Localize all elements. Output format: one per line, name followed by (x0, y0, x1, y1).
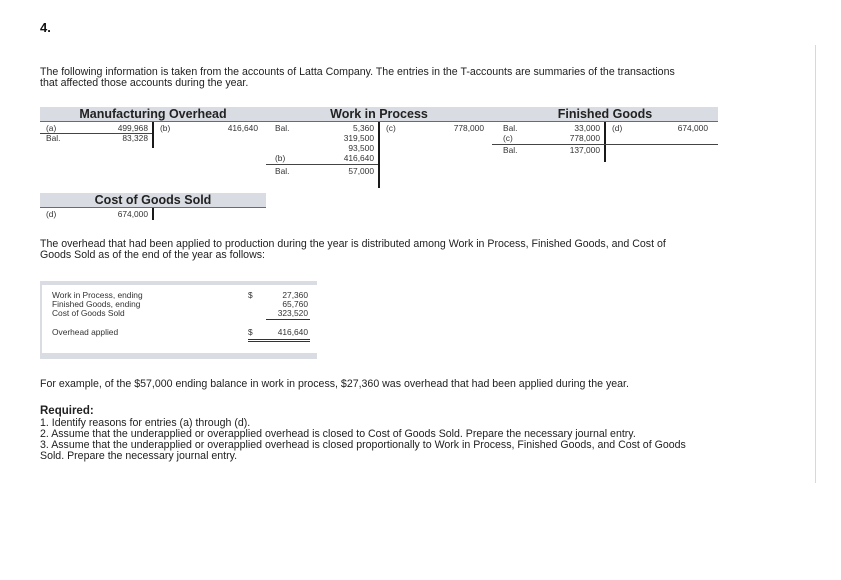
table-left-edge (40, 281, 42, 359)
debit-amount: 83,328 (122, 133, 148, 143)
debit-label: (a) (46, 123, 57, 133)
required-item: 3. Assume that the underapplied or overapplied overhead is closed proportionally to Work in Process, Finished Goods, and Cost of Goods (40, 439, 686, 451)
t-account-title: Manufacturing Overhead (40, 107, 266, 121)
distribution-total-dollar: $ (248, 327, 253, 337)
distribution-row-label: Work in Process, ending (52, 290, 143, 300)
t-account-manufacturing-overhead (40, 107, 266, 122)
debit-amount: 416,640 (343, 153, 374, 163)
total-rule (266, 319, 310, 320)
debit-amount: 778,000 (569, 133, 600, 143)
debit-label: (b) (275, 153, 286, 163)
distribution-total-label: Overhead applied (52, 327, 119, 337)
debit-label: (c) (503, 133, 513, 143)
t-account-divider (152, 122, 154, 148)
t-account-cost-of-goods-sold (40, 193, 266, 208)
distribution-total-amount: 416,640 (277, 327, 308, 337)
debit-label: Bal. (275, 166, 290, 176)
required-section (40, 405, 810, 462)
t-account-title: Finished Goods (492, 107, 718, 121)
debit-amount: 5,360 (353, 123, 374, 133)
required-item: 1. Identify reasons for entries (a) through (d). (40, 417, 251, 429)
t-account-title: Cost of Goods Sold (40, 193, 266, 207)
intro-line-2: that affected those accounts during the year. (40, 77, 249, 89)
overhead-line-2: Goods Sold as of the end of the year as follows: (40, 249, 265, 261)
double-rule-2 (248, 341, 310, 342)
debit-label: Bal. (46, 133, 61, 143)
debit-amount: 499,968 (117, 123, 148, 133)
debit-amount: 319,500 (343, 133, 374, 143)
distribution-row-label: Finished Goods, ending (52, 299, 141, 309)
overhead-paragraph (40, 239, 810, 261)
distribution-row-dollar: $ (248, 290, 253, 300)
t-account-title: Work in Process (266, 107, 492, 121)
double-rule-1 (248, 339, 310, 340)
table-top-bar (40, 281, 317, 285)
debit-label: Bal. (503, 123, 518, 133)
question-number: 4. (40, 20, 51, 35)
debit-amount: 674,000 (117, 209, 148, 219)
required-item: Sold. Prepare the necessary journal entry. (40, 450, 238, 462)
debit-amount: 33,000 (574, 123, 600, 133)
credit-amount: 416,640 (227, 123, 258, 133)
t-account-work-in-process (266, 107, 492, 122)
overhead-line-1: The overhead that had been applied to production during the year is distributed among Work in Process, Finished Goods, and Cost of (40, 238, 666, 250)
t-account-finished-goods (492, 107, 718, 122)
t-account-divider (152, 208, 154, 220)
t-account-divider (378, 122, 380, 188)
debit-amount: 57,000 (348, 166, 374, 176)
credit-label: (d) (612, 123, 623, 133)
debit-label: Bal. (275, 123, 290, 133)
distribution-row-label: Cost of Goods Sold (52, 308, 125, 318)
debit-label: Bal. (503, 145, 518, 155)
debit-amount: 137,000 (569, 145, 600, 155)
right-border-rule (815, 45, 816, 483)
debit-amount: 93,500 (348, 143, 374, 153)
t-account-divider (604, 122, 606, 162)
distribution-row-amount: 27,360 (282, 290, 308, 300)
credit-amount: 674,000 (677, 123, 708, 133)
debit-underline (492, 144, 718, 145)
required-item: 2. Assume that the underapplied or overapplied overhead is closed to Cost of Goods Sold. Prepare the necessary journal entry. (40, 428, 636, 440)
intro-line-1: The following information is taken from the accounts of Latta Company. The entries in the T-accounts are summaries of the transactions (40, 66, 675, 78)
credit-amount: 778,000 (453, 123, 484, 133)
debit-label: (d) (46, 209, 57, 219)
required-title: Required: (40, 405, 94, 417)
credit-label: (b) (160, 123, 171, 133)
intro-paragraph (40, 67, 810, 89)
distribution-row-amount: 323,520 (277, 308, 308, 318)
table-bottom-bar (40, 353, 317, 359)
example-paragraph: For example, of the $57,000 ending balance in work in process, $27,360 was overhead that had been applied during the year. (40, 378, 629, 390)
debit-underline (266, 164, 378, 165)
credit-label: (c) (386, 123, 396, 133)
distribution-row-amount: 65,760 (282, 299, 308, 309)
